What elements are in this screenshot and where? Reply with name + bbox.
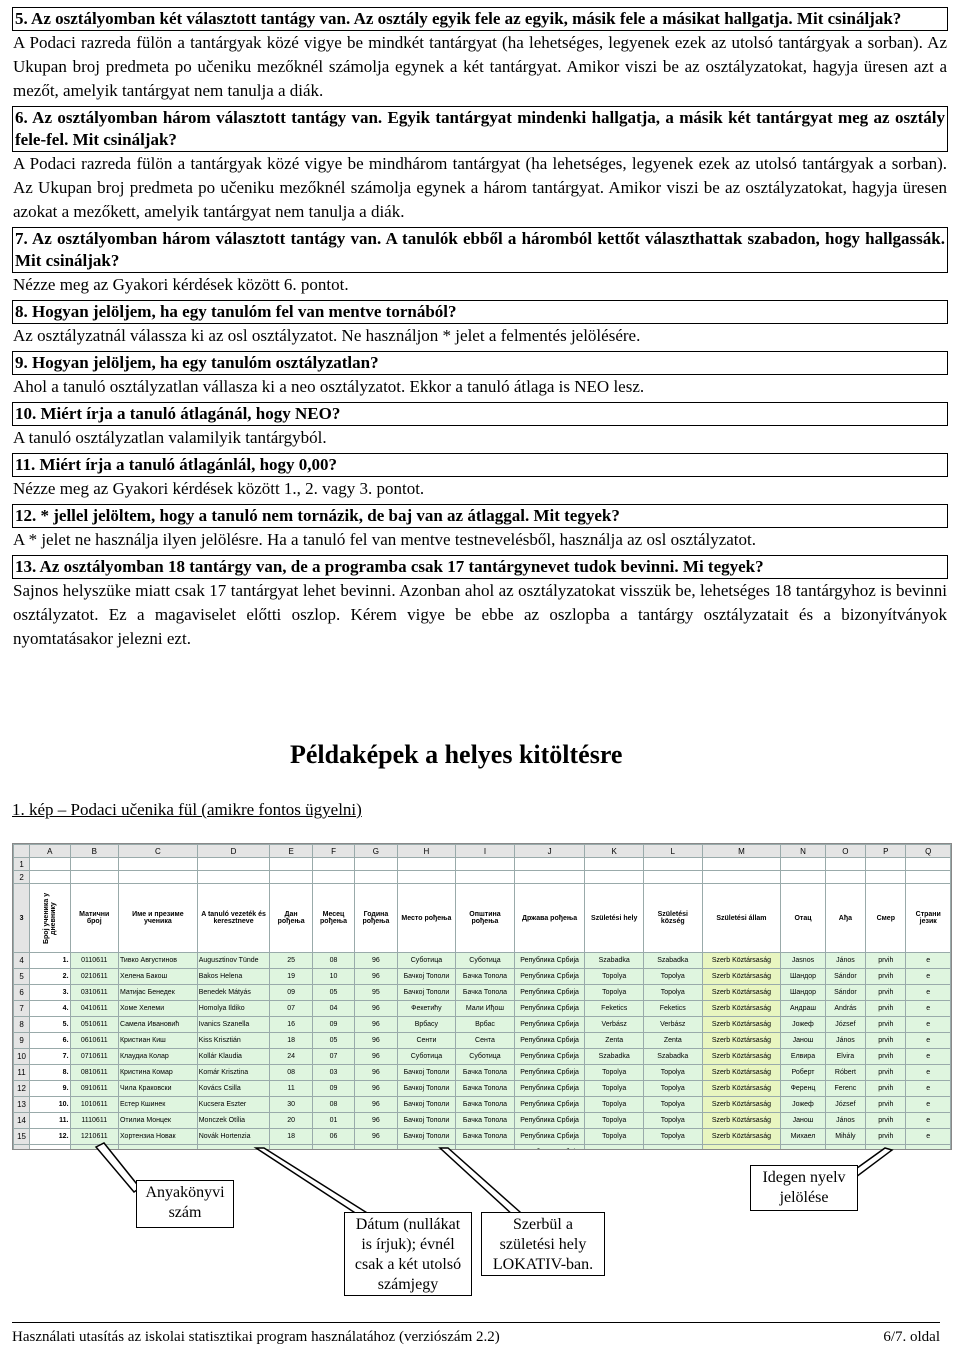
sheet-cell: e <box>906 1081 951 1097</box>
column-letter: E <box>270 845 312 858</box>
sheet-cell: prvih <box>866 1081 906 1097</box>
sheet-cell: e <box>906 1113 951 1129</box>
sheet-cell: Szabadka <box>585 953 644 969</box>
faq-question: 10. Miért írja a tanuló átlagánál, hogy NEO? <box>12 402 948 426</box>
faq-question: 7. Az osztályomban három választott tantágy van. A tanulók ebből a háromból kettőt választhattak szabadon, hogy hallgassák. Mit csináljak? <box>12 227 948 273</box>
sheet-cell: 08 <box>270 1065 312 1081</box>
sheet-cell: 09 <box>312 1017 354 1033</box>
sheet-cell: 19 <box>270 969 312 985</box>
sheet-cell: Шандор <box>781 985 825 1001</box>
sheet-cell: Homolya Ildiko <box>197 1001 270 1017</box>
row-number: 7 <box>14 1001 30 1017</box>
sheet-cell: Szerb Köztársaság <box>702 1097 781 1113</box>
column-letter: O <box>825 845 865 858</box>
sheet-cell: Topolya <box>585 1113 644 1129</box>
sheet-cell: Sándor <box>825 985 865 1001</box>
sheet-cell: Република Србија <box>514 1081 585 1097</box>
sheet-cell: Кристиан Киш <box>118 1033 197 1049</box>
sheet-cell: Суботица <box>397 1049 456 1065</box>
sheet-cell: 16 <box>270 1017 312 1033</box>
sheet-cell: Bakos Helena <box>197 969 270 985</box>
callout-anyakonyvi: Anyakönyvi szám <box>136 1180 234 1228</box>
sheet-cell: Хоме Хелеми <box>118 1001 197 1017</box>
faq-question: 11. Miért írja a tanuló átlagánlál, hogy 0,00? <box>12 453 948 477</box>
sheet-cell: Бачка Топола <box>456 1065 515 1081</box>
sheet-cell: Feketics <box>585 1001 644 1017</box>
sheet-cell: Szerb Köztársaság <box>702 953 781 969</box>
sheet-cell: 96 <box>355 1001 397 1017</box>
sheet-cell: e <box>906 1129 951 1145</box>
sheet-cell: 09 <box>312 1081 354 1097</box>
sheet-cell: 2. <box>30 969 70 985</box>
sheet-cell: Јожеф <box>781 1017 825 1033</box>
sheet-cell: Szabadka <box>585 1049 644 1065</box>
sheet-cell: Szerb Köztársaság <box>702 1113 781 1129</box>
sheet-cell: András <box>825 1001 865 1017</box>
sheet-cell: 07 <box>270 1001 312 1017</box>
sheet-cell: Zenta <box>643 1033 702 1049</box>
sheet-cell: prvih <box>866 969 906 985</box>
row-number: 13 <box>14 1097 30 1113</box>
sheet-cell: Јанош <box>781 1033 825 1049</box>
sheet-cell: prvih <box>866 1113 906 1129</box>
sheet-cell: Topolya <box>643 985 702 1001</box>
sheet-cell: Сенти <box>397 1033 456 1049</box>
sheet-cell: prvih <box>866 1097 906 1113</box>
sheet-cell: József <box>825 1097 865 1113</box>
column-letter: B <box>70 845 118 858</box>
figure-caption: 1. kép – Podaci učenika fül (amikre fontos ügyelni) <box>12 800 362 819</box>
column-letter: D <box>197 845 270 858</box>
faq-answer: Nézze meg az Gyakori kérdések között 1., 2. vagy 3. pontot. <box>13 479 425 498</box>
sheet-cell: Topolya <box>643 1113 702 1129</box>
sheet-cell: Бачкој Тополи <box>397 1065 456 1081</box>
column-header: Општина рођења <box>456 884 515 953</box>
sheet-cell: 30 <box>270 1097 312 1113</box>
arrow-anyakonyvi <box>96 1143 140 1192</box>
sheet-cell: Novák Hortenzia <box>197 1129 270 1145</box>
sheet-cell: Szabadka <box>643 953 702 969</box>
sheet-cell: 96 <box>355 1017 397 1033</box>
sheet-cell: Topolya <box>585 1065 644 1081</box>
sheet-cell: Република Србија <box>514 953 585 969</box>
sheet-cell: e <box>906 1049 951 1065</box>
column-header: A tanuló vezeték és keresztneve <box>197 884 270 953</box>
faq-answer: A * jelet ne használja ilyen jelölésre. Ha a tanuló fel van mentve testnevelésből, használja az osl osztályzatot. <box>13 530 757 549</box>
sheet-cell: Мали Иђош <box>456 1001 515 1017</box>
sheet-cell: prvih <box>866 1033 906 1049</box>
sheet-cell: Михаел <box>781 1129 825 1145</box>
sheet-cell: 24 <box>270 1049 312 1065</box>
sheet-cell: Ivanics Szanella <box>197 1017 270 1033</box>
row-number: 9 <box>14 1033 30 1049</box>
sheet-cell: 1010611 <box>70 1097 118 1113</box>
column-header: Születési község <box>643 884 702 953</box>
sheet-cell: 12. <box>30 1129 70 1145</box>
sheet-cell: 8. <box>30 1065 70 1081</box>
sheet-cell: 18 <box>270 1129 312 1145</box>
sheet-cell: e <box>906 1001 951 1017</box>
sheet-cell: Elvira <box>825 1049 865 1065</box>
sheet-cell: Република Србија <box>514 1097 585 1113</box>
sheet-cell: Kollár Klaudia <box>197 1049 270 1065</box>
sheet-cell: 0610611 <box>70 1033 118 1049</box>
sheet-cell: e <box>906 1097 951 1113</box>
sheet-cell: Topolya <box>585 985 644 1001</box>
row-number: 5 <box>14 969 30 985</box>
sheet-cell: Република Србија <box>514 1065 585 1081</box>
column-header: Година рођења <box>355 884 397 953</box>
sheet-cell: 3. <box>30 985 70 1001</box>
sheet-cell: 03 <box>312 1065 354 1081</box>
callout-idegen: Idegen nyelv jelölése <box>750 1165 858 1211</box>
sheet-cell: Topolya <box>643 969 702 985</box>
row-number: 14 <box>14 1113 30 1129</box>
sheet-cell: Topolya <box>585 1081 644 1097</box>
sheet-cell: Sándor <box>825 969 865 985</box>
column-letter: N <box>781 845 825 858</box>
page-footer <box>12 1322 940 1346</box>
sheet-cell: e <box>906 1033 951 1049</box>
row-number: 6 <box>14 985 30 1001</box>
column-letter: C <box>118 845 197 858</box>
column-header: Születési hely <box>585 884 644 953</box>
sheet-cell: 0110611 <box>70 953 118 969</box>
sheet-cell: Benedek Mátyás <box>197 985 270 1001</box>
sheet-cell: 96 <box>355 953 397 969</box>
sheet-cell: Ferenc <box>825 1081 865 1097</box>
row-number: 12 <box>14 1081 30 1097</box>
sheet-cell: e <box>906 985 951 1001</box>
sheet-cell: Szabadka <box>643 1049 702 1065</box>
sheet-cell: 9. <box>30 1081 70 1097</box>
sheet-cell: Szerb Köztársaság <box>702 1049 781 1065</box>
sheet-cell: e <box>906 1065 951 1081</box>
sheet-cell: Република Србија <box>514 1129 585 1145</box>
sheet-cell: Feketics <box>643 1001 702 1017</box>
sheet-cell: Бачка Топола <box>456 1097 515 1113</box>
sheet-cell: Mihály <box>825 1129 865 1145</box>
sheet-cell: Szerb Köztársaság <box>702 985 781 1001</box>
sheet-cell: prvih <box>866 1129 906 1145</box>
sheet-cell: Република Србија <box>514 969 585 985</box>
sheet-cell: Матијас Бенедек <box>118 985 197 1001</box>
sheet-cell: 11. <box>30 1113 70 1129</box>
column-header: Смер <box>866 884 906 953</box>
column-letter: Q <box>906 845 951 858</box>
column-letter: H <box>397 845 456 858</box>
sheet-cell: Topolya <box>643 1081 702 1097</box>
column-header: Број ученика у дневнику <box>30 884 70 953</box>
sheet-cell: e <box>906 1017 951 1033</box>
sheet-cell: 96 <box>355 1065 397 1081</box>
sheet-cell: 0710611 <box>70 1049 118 1065</box>
sheet-cell: Verbász <box>643 1017 702 1033</box>
sheet-cell: Бачка Топола <box>456 1129 515 1145</box>
sheet-cell: Szerb Köztársaság <box>702 969 781 985</box>
sheet-cell: János <box>825 953 865 969</box>
faq-question: 12. * jellel jelöltem, hogy a tanuló nem tornázik, de baj van az átlaggal. Mit tegyek? <box>12 504 948 528</box>
sheet-cell: Хортензиа Новак <box>118 1129 197 1145</box>
sheet-cell: Topolya <box>585 969 644 985</box>
sheet-cell: Kovács Csilla <box>197 1081 270 1097</box>
column-letter: I <box>456 845 515 858</box>
faq-question: 6. Az osztályomban három választott tantágy van. Egyik tantárgyat mindenki hallgatja, a másik két tantárgyat meg az osztály fele-fel. Mit csináljak? <box>12 106 948 152</box>
sheet-cell: Хелена Бакош <box>118 969 197 985</box>
faq-question: 9. Hogyan jelöljem, ha egy tanulóm osztályzatlan? <box>12 351 948 375</box>
sheet-cell: 1. <box>30 953 70 969</box>
sheet-cell: Szerb Köztársaság <box>702 1129 781 1145</box>
sheet-cell: Република Србија <box>514 1033 585 1049</box>
sheet-cell: János <box>825 1113 865 1129</box>
sheet-cell: Фекетићу <box>397 1001 456 1017</box>
sheet-cell: 96 <box>355 1081 397 1097</box>
column-header: Месец рођења <box>312 884 354 953</box>
column-header: Отац <box>781 884 825 953</box>
sheet-cell: Сента <box>456 1033 515 1049</box>
sheet-cell: Бачкој Тополи <box>397 985 456 1001</box>
sheet-cell: 0510611 <box>70 1017 118 1033</box>
sheet-cell: 20 <box>270 1113 312 1129</box>
sheet-cell: 96 <box>355 1097 397 1113</box>
sheet-cell: 0810611 <box>70 1065 118 1081</box>
sheet-cell: Бачка Топола <box>456 1081 515 1097</box>
faq-question: 8. Hogyan jelöljem, ha egy tanulóm fel van mentve tornából? <box>12 300 948 324</box>
column-header: Страни језик <box>906 884 951 953</box>
sheet-cell: 96 <box>355 1113 397 1129</box>
faq-answer: A Podaci razreda fülön a tantárgyak közé vigye be mindhárom tantárgyat (ha lehetséges, legyenek ezek az utolsó tantárgyak a sorban). Az Ukupan broj predmeta po učeniku mezőknél számolja egynek a három tantárgyat. Amikor viszi be az osztályzatokat, hagyja üresen azokat a mezőkett, amelyik tantárgyat nem tanulja a diák. <box>13 154 947 221</box>
sheet-cell: prvih <box>866 985 906 1001</box>
faq-answer: A Podaci razreda fülön a tantárgyak közé vigye be mindkét tantárgyat (ha lehetséges, legyenek ezek az utolsó tantárgyak a sorban). Az Ukupan broj predmeta po učeniku mezőknél számolja egynek a két tantárgyat. Amikor viszi be az osztályzatokat, hagyja üresen azt a mezőt, amelyik tantárgyat nem tanulja a diák. <box>13 33 947 100</box>
faq-answer: Nézze meg az Gyakori kérdések között 6. pontot. <box>13 275 349 294</box>
faq-answer: Sajnos helyszüke miatt csak 17 tantárgyat lehet bevinni. Azonban ahol az osztályzatokat visszük be, lehetséges 18 tantárgyhoz is bevinni osztályzatot. Ez a magaviselet előtti oszlop. Kérem vigye be ebbe az oszlopba a tantárgy osztályzatait és a bizonyítványok nyomtatásakor jelezni ezt. <box>13 581 947 648</box>
sheet-cell: 5. <box>30 1017 70 1033</box>
sheet-cell: Бачкој Тополи <box>397 1113 456 1129</box>
sheet-cell: 96 <box>355 1129 397 1145</box>
sheet-cell: Самела Ивановић <box>118 1017 197 1033</box>
sheet-cell: prvih <box>866 1017 906 1033</box>
column-letter: J <box>514 845 585 858</box>
column-header: Матични број <box>70 884 118 953</box>
sheet-cell: Szerb Köztársaság <box>702 1017 781 1033</box>
sheet-cell: Бачкој Тополи <box>397 1081 456 1097</box>
column-letter: F <box>312 845 354 858</box>
sheet-cell: Szerb Köztársaság <box>702 1081 781 1097</box>
sheet-cell: Врбасу <box>397 1017 456 1033</box>
sheet-cell: Суботица <box>397 953 456 969</box>
faq-question: 5. Az osztályomban két választott tantágy van. Az osztály egyik fele az egyik, másik fele a másikat hallgatja. Mit csináljak? <box>12 7 948 31</box>
sheet-cell: Komár Krisztina <box>197 1065 270 1081</box>
sheet-cell: Zenta <box>585 1033 644 1049</box>
column-letter: M <box>702 845 781 858</box>
sheet-cell: Бачка Топола <box>456 969 515 985</box>
sheet-cell: Република Србија <box>514 1017 585 1033</box>
row-number: 3 <box>14 884 30 953</box>
sheet-cell: Topolya <box>585 1097 644 1113</box>
sheet-cell: e <box>906 953 951 969</box>
sheet-cell: Szerb Köztársaság <box>702 1065 781 1081</box>
faq-answer: Az osztályzatnál válassza ki az osl osztályzatot. Ne használjon * jelet a felmentés jelölésére. <box>13 326 641 345</box>
sheet-cell: Клаудиа Колар <box>118 1049 197 1065</box>
column-header: Дан рођења <box>270 884 312 953</box>
sheet-cell: Отилиа Монцек <box>118 1113 197 1129</box>
sheet-cell: Бачка Топола <box>456 985 515 1001</box>
sheet-cell: Бачкој Тополи <box>397 1129 456 1145</box>
sheet-cell: Róbert <box>825 1065 865 1081</box>
sheet-cell: Суботица <box>456 953 515 969</box>
row-number: 4 <box>14 953 30 969</box>
sheet-cell: 0210611 <box>70 969 118 985</box>
column-letter: K <box>585 845 644 858</box>
sheet-cell: Szerb Köztársaság <box>702 1033 781 1049</box>
sheet-cell: 18 <box>270 1033 312 1049</box>
sheet-cell: Topolya <box>643 1065 702 1081</box>
sheet-cell: 7. <box>30 1049 70 1065</box>
column-header: Место рођења <box>397 884 456 953</box>
sheet-cell: 1110611 <box>70 1113 118 1129</box>
sheet-cell: Topolya <box>643 1129 702 1145</box>
sheet-cell: Ференц <box>781 1081 825 1097</box>
sheet-cell: Република Србија <box>514 1113 585 1129</box>
sheet-cell: 1210611 <box>70 1129 118 1145</box>
row-number: 8 <box>14 1017 30 1033</box>
column-letter: L <box>643 845 702 858</box>
sheet-cell: 04 <box>312 1001 354 1017</box>
sheet-cell: prvih <box>866 1049 906 1065</box>
sheet-cell: prvih <box>866 1065 906 1081</box>
sheet-cell: 08 <box>312 953 354 969</box>
row-number: 15 <box>14 1129 30 1145</box>
sheet-cell: e <box>906 969 951 985</box>
page-title: Példaképek a helyes kitöltésre <box>290 740 623 769</box>
sheet-cell: 0910611 <box>70 1081 118 1097</box>
sheet-cell: János <box>825 1033 865 1049</box>
arrow-datum <box>256 1148 372 1220</box>
sheet-cell: 10. <box>30 1097 70 1113</box>
sheet-cell: Topolya <box>643 1097 702 1113</box>
sheet-cell: Тивко Августинов <box>118 953 197 969</box>
row-number: 10 <box>14 1049 30 1065</box>
sheet-cell: Topolya <box>585 1129 644 1145</box>
page-number: 6/7. oldal <box>883 1329 940 1345</box>
sheet-cell: Роберт <box>781 1065 825 1081</box>
column-header: Име и презиме ученика <box>118 884 197 953</box>
arrow-szerbul <box>440 1148 520 1216</box>
faq-question: 13. Az osztályomban 18 tantárgy van, de a programba csak 17 tantárgynevet tudok bevinni. Mi tegyek? <box>12 555 948 579</box>
row-number: 2 <box>14 871 30 884</box>
sheet-cell: Szerb Köztársaság <box>702 1001 781 1017</box>
row-number: 1 <box>14 858 30 871</box>
sheet-cell: Бачка Топола <box>456 1113 515 1129</box>
sheet-cell: Елвира <box>781 1049 825 1065</box>
sheet-cell: 11 <box>270 1081 312 1097</box>
sheet-cell: Република Србија <box>514 1001 585 1017</box>
sheet-cell: Jasnos <box>781 953 825 969</box>
sheet-cell: prvih <box>866 1001 906 1017</box>
sheet-cell: Јожеф <box>781 1097 825 1113</box>
sheet-cell: Јанош <box>781 1113 825 1129</box>
sheet-cell: 05 <box>312 985 354 1001</box>
sheet-cell: Kiss Krisztián <box>197 1033 270 1049</box>
sheet-cell: 96 <box>355 1049 397 1065</box>
sheet-cell: Augusztinov Tünde <box>197 953 270 969</box>
sheet-cell: 25 <box>270 953 312 969</box>
sheet-cell: Кристина Комар <box>118 1065 197 1081</box>
sheet-cell: Андраш <box>781 1001 825 1017</box>
callout-szerbul: Szerbül a születési hely LOKATIV-ban. <box>481 1212 605 1276</box>
column-header: Држава рођења <box>514 884 585 953</box>
column-letter: P <box>866 845 906 858</box>
sheet-cell: 07 <box>312 1049 354 1065</box>
sheet-cell: Monczek Otília <box>197 1113 270 1129</box>
sheet-cell: 09 <box>270 985 312 1001</box>
callout-datum: Dátum (nullákat is írjuk); évnél csak a két utolsó számjegy <box>344 1212 472 1296</box>
row-number: 11 <box>14 1065 30 1081</box>
sheet-cell: Суботица <box>456 1049 515 1065</box>
sheet-cell: 4. <box>30 1001 70 1017</box>
sheet-cell: 6. <box>30 1033 70 1049</box>
sheet-cell: 0310611 <box>70 985 118 1001</box>
sheet-cell: 01 <box>312 1113 354 1129</box>
sheet-cell: Врбас <box>456 1017 515 1033</box>
sheet-cell: Бачкој Тополи <box>397 969 456 985</box>
column-letter: G <box>355 845 397 858</box>
sheet-cell: Kucsera Eszter <box>197 1097 270 1113</box>
sheet-cell: 08 <box>312 1097 354 1113</box>
sheet-cell: 96 <box>355 969 397 985</box>
sheet-cell: József <box>825 1017 865 1033</box>
column-header: Születési állam <box>702 884 781 953</box>
sheet-cell: 96 <box>355 1033 397 1049</box>
sheet-cell: 95 <box>355 985 397 1001</box>
sheet-cell: Република Србија <box>514 985 585 1001</box>
sheet-cell: Бачкој Тополи <box>397 1097 456 1113</box>
sheet-cell: 10 <box>312 969 354 985</box>
sheet-cell: Република Србија <box>514 1049 585 1065</box>
sheet-cell: Естер Кшинек <box>118 1097 197 1113</box>
column-header: Ађа <box>825 884 865 953</box>
sheet-cell: 05 <box>312 1033 354 1049</box>
sheet-cell: 0410611 <box>70 1001 118 1017</box>
sheet-cell: 06 <box>312 1129 354 1145</box>
faq-answer: A tanuló osztályzatlan valamilyik tantárgyból. <box>13 428 327 447</box>
faq-answer: Ahol a tanuló osztályzatlan vállasza ki a neo osztályzatot. Ekkor a tanuló átlaga is NEO lesz. <box>13 377 645 396</box>
sheet-cell: prvih <box>866 953 906 969</box>
sheet-cell: Чила Краковски <box>118 1081 197 1097</box>
footer-title: Használati utasítás az iskolai statisztikai program használatához (verziószám 2.2) <box>12 1329 500 1345</box>
sheet-cell: Verbász <box>585 1017 644 1033</box>
sheet-cell: Шандор <box>781 969 825 985</box>
column-letter: A <box>30 845 70 858</box>
